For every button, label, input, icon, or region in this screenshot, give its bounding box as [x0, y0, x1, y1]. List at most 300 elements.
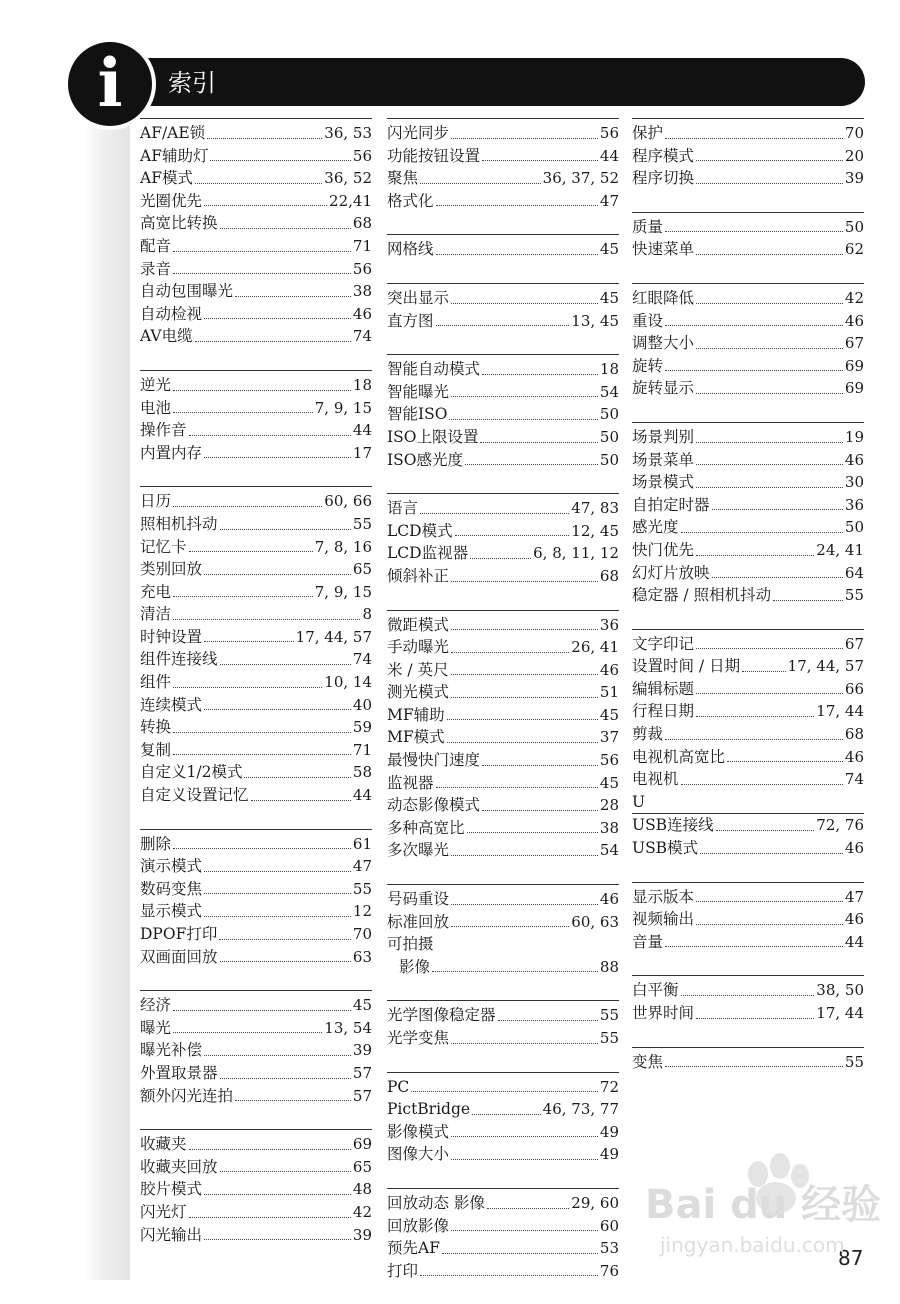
entry-leader-dots: [420, 513, 569, 514]
entry-pages: 46: [352, 304, 372, 323]
index-group: [387, 1072, 619, 1166]
entry-pages: 58: [352, 763, 372, 782]
index-group: [632, 1047, 864, 1074]
entry-pages: 19: [844, 427, 864, 446]
index-entry: [387, 565, 619, 588]
entry-leader-dots: [681, 995, 815, 996]
entry-pages: 17, 44: [816, 1004, 864, 1022]
entry-leader-dots: [451, 303, 598, 304]
entry-term: AF辅助灯: [140, 146, 209, 165]
index-entry: [632, 931, 864, 954]
entry-pages: 24, 41: [816, 540, 864, 559]
index-entry: [140, 513, 372, 536]
index-entry: [140, 122, 372, 145]
entry-leader-dots: [173, 1032, 322, 1033]
entry-pages: 69: [844, 379, 864, 398]
entry-term: 光圈优先: [140, 191, 203, 210]
entry-leader-dots: [451, 581, 598, 582]
index-entry: [632, 122, 864, 145]
index-entry: [632, 310, 864, 333]
entry-leader-dots: [482, 374, 598, 375]
left-margin-strip: [84, 118, 130, 1280]
index-entry: [387, 636, 619, 659]
entry-pages: 56: [599, 751, 619, 770]
index-group: [387, 283, 619, 332]
entry-pages: 68: [844, 725, 864, 744]
entry-pages: 67: [844, 334, 864, 353]
entry-leader-dots: [173, 273, 351, 274]
entry-leader-dots: [204, 916, 351, 917]
entry-pages: 13, 54: [324, 1018, 372, 1037]
entry-pages: 71: [352, 740, 372, 759]
entry-leader-dots: [436, 205, 598, 206]
entry-term: 功能按钮设置: [387, 146, 481, 165]
entry-pages: 37: [599, 728, 619, 747]
index-entry: [140, 923, 372, 946]
entry-pages: 26, 41: [571, 638, 619, 657]
entry-pages: 55: [844, 586, 864, 605]
entry-term: 闪光灯: [140, 1202, 187, 1221]
index-entry: [387, 1027, 619, 1050]
entry-leader-dots: [498, 1020, 598, 1021]
entry-term: 世界时间: [632, 1004, 695, 1022]
entry-leader-dots: [467, 832, 598, 833]
index-entry: [387, 1076, 619, 1099]
entry-pages: 47: [599, 191, 619, 210]
entry-pages: 70: [844, 124, 864, 142]
index-group: [632, 629, 864, 860]
index-group: [140, 1129, 372, 1246]
entry-term: 质量: [632, 217, 664, 236]
entry-pages: 50: [844, 217, 864, 236]
index-entry: [140, 1133, 372, 1156]
entry-leader-dots: [436, 325, 570, 326]
index-entry: [387, 911, 619, 934]
entry-term: 感光度: [632, 518, 679, 537]
entry-term: 收藏夹: [140, 1135, 187, 1154]
entry-term: ISO上限设置: [387, 427, 479, 446]
entry-pages: 74: [352, 650, 372, 669]
index-entry: [387, 659, 619, 682]
entry-pages: 42: [352, 1202, 372, 1221]
entry-pages: 68: [352, 214, 372, 233]
index-group: [387, 884, 619, 978]
entry-leader-dots: [665, 739, 843, 740]
entry-pages: 20: [844, 146, 864, 165]
entry-leader-dots: [220, 961, 351, 962]
entry-term: 电视机高宽比: [632, 747, 726, 766]
entry-pages: 17: [352, 443, 372, 462]
entry-pages: 46: [844, 311, 864, 330]
entry-pages: 17, 44, 57: [787, 657, 864, 676]
index-entry: [632, 678, 864, 701]
index-entry: [387, 749, 619, 772]
entry-pages: 45: [599, 705, 619, 724]
index-entry: [632, 584, 864, 607]
entry-pages: 45: [599, 288, 619, 307]
index-entry: [140, 694, 372, 717]
entry-term: 光学图像稳定器: [387, 1006, 496, 1025]
index-entry: [140, 325, 372, 348]
index-entry: [387, 888, 619, 911]
entry-pages: 46: [844, 450, 864, 469]
index-entry: [387, 956, 619, 979]
index-column-3: [632, 118, 864, 1095]
entry-term: 场景菜单: [632, 450, 695, 469]
index-entry: [387, 403, 619, 426]
entry-term: 多种高宽比: [387, 818, 465, 837]
entry-pages: 55: [599, 1006, 619, 1025]
entry-term: 图像大小: [387, 1145, 450, 1164]
entry-pages: 53: [599, 1239, 619, 1258]
entry-leader-dots: [487, 1208, 569, 1209]
entry-leader-dots: [700, 853, 843, 854]
entry-leader-dots: [204, 1194, 351, 1195]
entry-leader-dots: [436, 787, 598, 788]
entry-pages: 56: [599, 124, 619, 142]
entry-leader-dots: [681, 784, 843, 785]
index-entry: [632, 287, 864, 310]
entry-leader-dots: [482, 765, 598, 766]
entry-pages: 46: [844, 747, 864, 766]
entry-term: LCD模式: [387, 521, 453, 540]
entry-leader-dots: [219, 939, 351, 940]
entry-leader-dots: [451, 674, 598, 675]
index-column-1: [140, 118, 372, 1268]
index-entry: [387, 933, 619, 956]
index-entry: [632, 494, 864, 517]
entry-pages: 36: [844, 495, 864, 514]
index-entry: [140, 397, 372, 420]
entry-pages: 36, 37, 52: [542, 169, 619, 188]
entry-pages: 69: [352, 1135, 372, 1154]
entry-leader-dots: [451, 855, 598, 856]
entry-term: 影像: [399, 957, 431, 976]
index-group: [632, 283, 864, 400]
index-entry: [140, 581, 372, 604]
index-entry: [140, 994, 372, 1017]
entry-term: 曝光: [140, 1018, 172, 1037]
entry-term: 额外闪光连拍: [140, 1086, 234, 1105]
entry-leader-dots: [220, 1171, 351, 1172]
entry-term: 语言: [387, 499, 419, 518]
index-entry: [387, 190, 619, 213]
entry-term: 编辑标题: [632, 679, 695, 698]
index-entry: [387, 1260, 619, 1283]
entry-term: 行程日期: [632, 702, 695, 721]
index-entry: [140, 190, 372, 213]
entry-term: 突出显示: [387, 288, 450, 307]
index-entry: [140, 716, 372, 739]
entry-leader-dots: [482, 810, 598, 811]
index-entry: [140, 784, 372, 807]
entry-term: 标准回放: [387, 912, 450, 931]
index-entry: [140, 145, 372, 168]
entry-leader-dots: [220, 529, 351, 530]
entry-leader-dots: [696, 348, 843, 349]
index-entry: [140, 212, 372, 235]
entry-term: 旋转: [632, 356, 664, 375]
entry-term: 场景模式: [632, 473, 695, 492]
entry-leader-dots: [665, 370, 843, 371]
index-entry: [387, 772, 619, 795]
entry-term: 内置内存: [140, 443, 203, 462]
index-entry: [140, 1178, 372, 1201]
index-entry: [140, 900, 372, 923]
entry-leader-dots: [436, 254, 598, 255]
entry-pages: 45: [352, 996, 372, 1015]
entry-leader-dots: [220, 1078, 351, 1079]
entry-pages: 69: [844, 356, 864, 375]
entry-leader-dots: [235, 1100, 351, 1101]
entry-pages: 12, 45: [571, 521, 619, 540]
index-entry: [387, 542, 619, 565]
entry-leader-dots: [173, 687, 322, 688]
index-entry: [387, 449, 619, 472]
entry-term: 删除: [140, 834, 172, 853]
entry-pages: 38: [599, 818, 619, 837]
entry-term: 配音: [140, 236, 172, 255]
index-entry: [632, 167, 864, 190]
entry-term: 光学变焦: [387, 1029, 450, 1047]
entry-leader-dots: [204, 318, 351, 319]
index-entry: [632, 886, 864, 909]
entry-leader-dots: [696, 254, 843, 255]
entry-term: 显示模式: [140, 902, 203, 921]
index-entry: [387, 1004, 619, 1027]
index-entry: [140, 1062, 372, 1085]
entry-pages: 47: [844, 887, 864, 906]
index-entry: [387, 167, 619, 190]
index-group: [387, 118, 619, 212]
index-entry: [632, 332, 864, 355]
entry-leader-dots: [451, 1230, 598, 1231]
entry-term: 电池: [140, 398, 172, 417]
index-entry: [140, 671, 372, 694]
entry-pages: 7, 8, 16: [314, 537, 372, 556]
entry-pages: 13, 45: [571, 311, 619, 330]
index-entry: [140, 374, 372, 397]
index-entry: [140, 167, 372, 190]
entry-pages: 38, 50: [816, 981, 864, 1000]
entry-leader-dots: [173, 596, 313, 597]
entry-leader-dots: [472, 1114, 541, 1115]
index-group: [632, 882, 864, 954]
entry-term: 重设: [632, 311, 664, 330]
entry-leader-dots: [696, 716, 814, 717]
index-entry: [632, 426, 864, 449]
entry-pages: 55: [599, 1029, 619, 1047]
entry-pages: 48: [352, 1180, 372, 1199]
entry-term: 操作音: [140, 421, 187, 440]
entry-pages: 8: [362, 605, 372, 624]
index-entry: [632, 633, 864, 656]
entry-term: 文字印记: [632, 634, 695, 653]
index-entry: [140, 1224, 372, 1247]
entry-leader-dots: [204, 1239, 351, 1240]
entry-term: 程序切换: [632, 169, 695, 188]
entry-term: 自动检视: [140, 304, 203, 323]
entry-term: PictBridge: [387, 1100, 471, 1119]
index-entry: [632, 449, 864, 472]
entry-pages: 46: [844, 839, 864, 858]
entry-pages: 45: [599, 773, 619, 792]
entry-pages: 17, 44, 57: [295, 627, 372, 646]
entry-leader-dots: [696, 1018, 814, 1019]
entry-pages: 56: [352, 146, 372, 165]
entry-term: 红眼降低: [632, 288, 695, 307]
entry-term: 自动包围曝光: [140, 282, 234, 301]
entry-leader-dots: [195, 183, 322, 184]
entry-leader-dots: [189, 1149, 351, 1150]
index-entry: [632, 813, 864, 837]
entry-term: 调整大小: [632, 334, 695, 353]
baidu-watermark: [640, 1150, 890, 1270]
index-entry: [632, 723, 864, 746]
entry-pages: 46: [844, 910, 864, 929]
entry-term: 聚焦: [387, 169, 419, 188]
entry-term: 快速菜单: [632, 240, 695, 259]
entry-term: ISO感光度: [387, 450, 463, 469]
entry-term: 照相机抖动: [140, 514, 218, 533]
index-group: [140, 990, 372, 1107]
entry-pages: 12: [352, 902, 372, 921]
entry-leader-dots: [696, 924, 843, 925]
index-entry: [140, 739, 372, 762]
entry-leader-dots: [195, 341, 351, 342]
index-entry: [632, 516, 864, 539]
index-entry: [140, 1085, 372, 1108]
index-entry: [140, 1156, 372, 1179]
entry-term: 影像模式: [387, 1122, 450, 1141]
entry-leader-dots: [665, 138, 843, 139]
index-entry: [632, 145, 864, 168]
index-entry: [632, 979, 864, 1002]
index-group: [387, 234, 619, 261]
entry-leader-dots: [696, 160, 843, 161]
entry-term: 回放动态 影像: [387, 1193, 485, 1212]
entry-leader-dots: [411, 1091, 598, 1092]
entry-leader-dots: [220, 664, 351, 665]
index-entry: [632, 562, 864, 585]
index-entry: [387, 726, 619, 749]
entry-pages: 36, 53: [324, 124, 372, 142]
entry-term: 微距模式: [387, 615, 450, 634]
index-entry: [140, 558, 372, 581]
entry-leader-dots: [451, 1043, 598, 1044]
entry-pages: 6, 8, 11, 12: [533, 544, 619, 563]
entry-leader-dots: [773, 600, 843, 601]
entry-term: 剪裁: [632, 725, 664, 744]
entry-term: 录音: [140, 259, 172, 278]
entry-pages: 76: [599, 1261, 619, 1280]
entry-leader-dots: [696, 693, 843, 694]
entry-term: 手动曝光: [387, 638, 450, 657]
entry-pages: 36: [599, 615, 619, 634]
index-entry: [387, 817, 619, 840]
entry-term: 设置时间 / 日期: [632, 657, 741, 676]
entry-pages: 74: [352, 327, 372, 346]
index-entry: [387, 614, 619, 637]
entry-leader-dots: [665, 231, 843, 232]
entry-pages: 39: [352, 1225, 372, 1244]
index-group: [632, 212, 864, 261]
entry-term: LCD监视器: [387, 544, 469, 563]
entry-leader-dots: [696, 555, 814, 556]
index-entry: [632, 539, 864, 562]
entry-leader-dots: [447, 742, 598, 743]
entry-leader-dots: [173, 732, 351, 733]
entry-leader-dots: [442, 1253, 598, 1254]
index-entry: [140, 258, 372, 281]
index-entry: [387, 145, 619, 168]
entry-term: 闪光同步: [387, 124, 450, 142]
entry-pages: 29, 60: [571, 1193, 619, 1212]
index-entry: [632, 355, 864, 378]
index-column-2: [387, 118, 619, 1304]
index-entry: [387, 381, 619, 404]
entry-pages: 47: [352, 857, 372, 876]
index-entry: [387, 287, 619, 310]
entry-term: MF模式: [387, 728, 445, 747]
entry-term: 连续模式: [140, 695, 203, 714]
entry-term: AV电缆: [140, 327, 193, 346]
entry-term: 收藏夹回放: [140, 1157, 218, 1176]
index-entry: [632, 908, 864, 931]
entry-pages: 46, 73, 77: [542, 1100, 619, 1119]
entry-leader-dots: [173, 390, 351, 391]
entry-term: 类别回放: [140, 560, 203, 579]
entry-term: 数码变焦: [140, 879, 203, 898]
index-entry: [387, 1098, 619, 1121]
entry-leader-dots: [480, 442, 597, 443]
index-entry: [387, 1237, 619, 1260]
entry-term: 高宽比转换: [140, 214, 218, 233]
entry-term: 可拍摄: [387, 935, 434, 954]
entry-pages: 22,41: [329, 191, 372, 210]
entry-leader-dots: [204, 871, 351, 872]
index-entry: [387, 1121, 619, 1144]
entry-term: 监视器: [387, 773, 434, 792]
entry-term: AF模式: [140, 169, 193, 188]
entry-pages: 74: [844, 770, 864, 789]
entry-leader-dots: [210, 160, 350, 161]
entry-leader-dots: [173, 1010, 351, 1011]
entry-pages: 59: [352, 718, 372, 737]
index-entry: [140, 1201, 372, 1224]
index-entry: [140, 235, 372, 258]
entry-leader-dots: [204, 574, 351, 575]
index-entry: [140, 626, 372, 649]
entry-pages: 60, 66: [324, 492, 372, 511]
entry-pages: 65: [352, 1157, 372, 1176]
entry-pages: 28: [599, 796, 619, 815]
entry-pages: 39: [844, 169, 864, 188]
entry-leader-dots: [420, 1275, 598, 1276]
entry-leader-dots: [696, 901, 843, 902]
entry-leader-dots: [449, 419, 597, 420]
info-icon: i: [97, 44, 123, 122]
entry-leader-dots: [470, 558, 531, 559]
entry-leader-dots: [712, 577, 843, 578]
entry-pages: 55: [844, 1052, 864, 1071]
index-entry: [387, 839, 619, 862]
index-entry: [140, 946, 372, 969]
page-title: 索引: [168, 69, 216, 97]
entry-leader-dots: [696, 648, 843, 649]
entry-leader-dots: [465, 464, 598, 465]
entry-pages: 62: [844, 240, 864, 259]
